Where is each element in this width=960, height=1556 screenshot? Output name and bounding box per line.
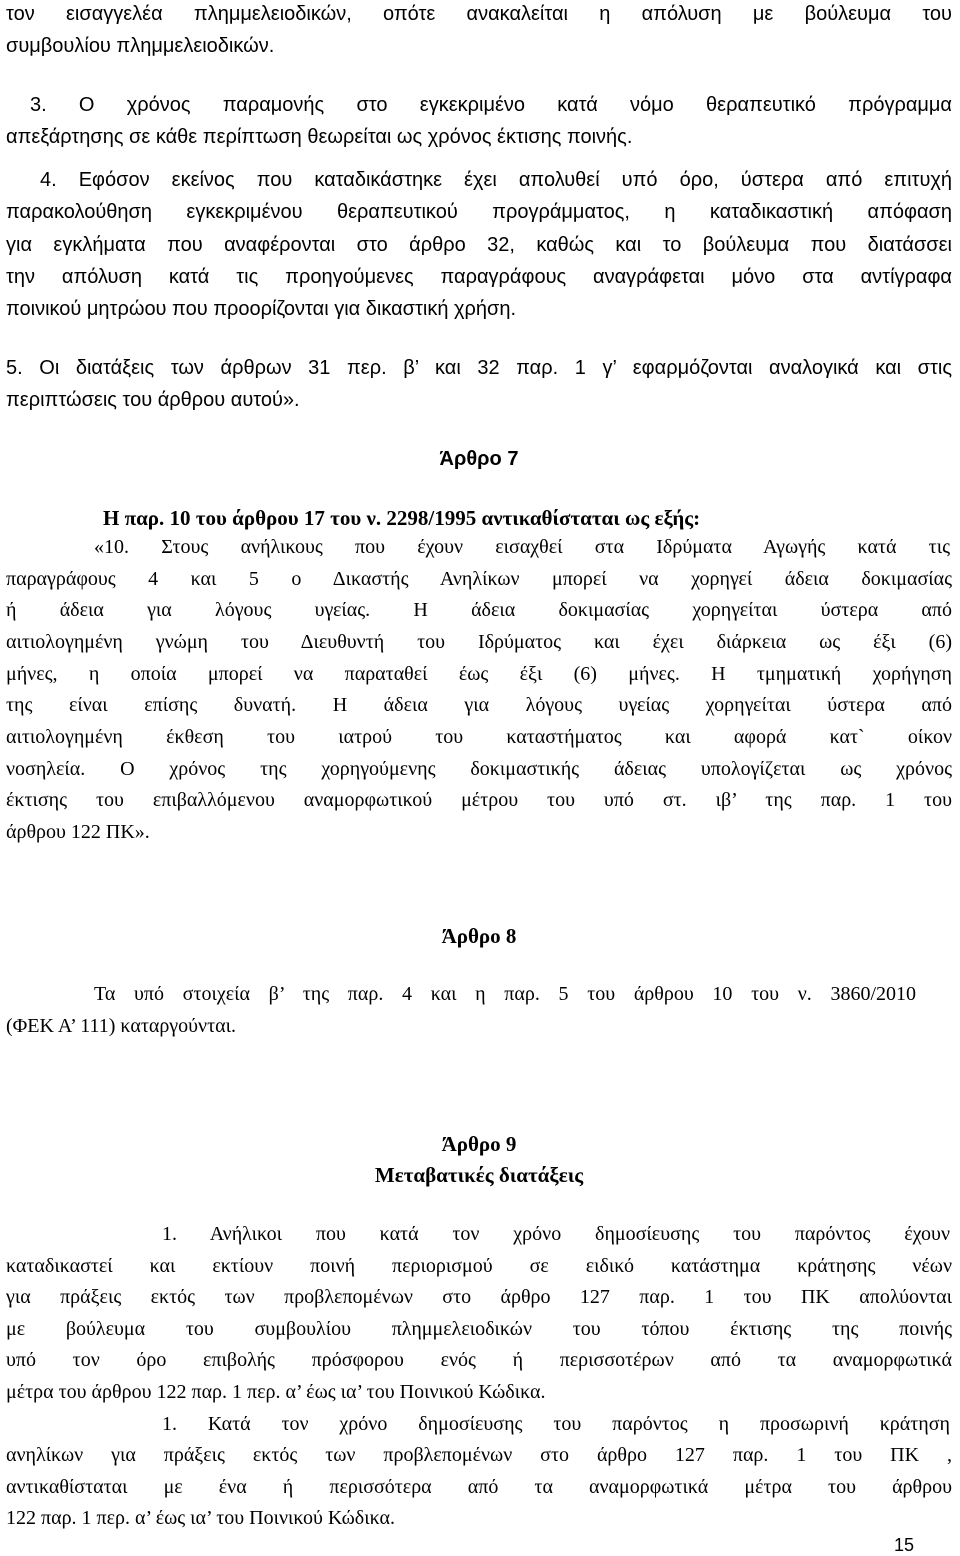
body-line: με βούλευμα του συμβουλίου πλημμελειοδικών του τόπου έκτισης της ποινής	[6, 1318, 952, 1340]
article-subheading: Μεταβατικές διατάξεις	[374, 1163, 584, 1187]
body-line: 4. Εφόσον εκείνος που καταδικάστηκε έχει απολυθεί υπό όρο, ύστερα από επιτυχή	[40, 169, 952, 191]
article-subheading: Η παρ. 10 του άρθρου 17 του ν. 2298/1995 αντικαθίσταται ως εξής:	[103, 506, 701, 530]
body-line: υπό τον όρο επιβολής πρόσφορου ενός ή περισσοτέρων από τα αναμορφωτικά	[6, 1349, 952, 1371]
body-line: τον εισαγγελέα πλημμελειοδικών, οπότε ανακαλείται η απόλυση με βούλευμα του	[6, 3, 952, 25]
body-line: παραγράφους 4 και 5 ο Δικαστής Ανηλίκων μπορεί να χορηγεί άδεια δοκιμασίας	[6, 568, 952, 590]
body-line: άρθρου 122 ΠΚ».	[6, 821, 150, 843]
body-line: αιτιολογημένη έκθεση του ιατρού του καταστήματος και αφορά κατ` οίκον	[6, 726, 952, 748]
body-line: μήνες, η οποία μπορεί να παραταθεί έως έξι (6) μήνες. Η τμηματική χορήγηση	[6, 663, 952, 685]
page-number: 15	[893, 1535, 914, 1555]
body-line: Τα υπό στοιχεία β’ της παρ. 4 και η παρ. 5 του άρθρου 10 του ν. 3860/2010	[94, 983, 916, 1005]
body-line: έκτισης του επιβαλλόμενου αναμορφωτικού μέτρου του υπό στ. ιβ’ της παρ. 1 του	[6, 789, 952, 811]
article-heading: Άρθρο 8	[441, 924, 517, 948]
body-line: «10. Στους ανήλικους που έχουν εισαχθεί στα Ιδρύματα Αγωγής κατά τις	[94, 536, 950, 558]
body-line: συμβουλίου πλημμελειοδικών.	[6, 35, 275, 57]
body-line: για πράξεις εκτός των προβλεπομένων στο άρθρο 127 παρ. 1 του ΠΚ απολύονται	[6, 1286, 952, 1308]
body-line: ανηλίκων για πράξεις εκτός των προβλεπομένων στο άρθρο 127 παρ. 1 του ΠΚ ,	[6, 1444, 952, 1466]
body-line: την απόλυση κατά τις προηγούμενες παραγράφους αναγράφεται μόνο στα αντίγραφα	[6, 266, 952, 288]
article-heading: Άρθρο 9	[441, 1132, 517, 1156]
body-line: 1. Κατά τον χρόνο δημοσίευσης του παρόντος η προσωρινή κράτηση	[162, 1413, 950, 1435]
body-line: καταδικαστεί και εκτίουν ποινή περιορισμού σε ειδικό κατάστημα κράτησης νέων	[6, 1255, 952, 1277]
body-line: περιπτώσεις του άρθρου αυτού».	[6, 389, 300, 411]
body-line: 1. Ανήλικοι που κατά τον χρόνο δημοσίευσης του παρόντος έχουν	[162, 1223, 950, 1245]
body-line: μέτρα του άρθρου 122 παρ. 1 περ. α’ έως ια’ του Ποινικού Κώδικα.	[6, 1381, 546, 1403]
article-heading: Άρθρο 7	[439, 448, 519, 470]
body-line: (ΦΕΚ Α’ 111) καταργούνται.	[6, 1015, 236, 1037]
body-line: απεξάρτησης σε κάθε περίπτωση θεωρείται ως χρόνος έκτισης ποινής.	[6, 126, 633, 148]
body-line: για εγκλήματα που αναφέρονται στο άρθρο 32, καθώς και το βούλευμα που διατάσσει	[6, 234, 952, 256]
body-line: παρακολούθηση εγκεκριμένου θεραπευτικού προγράμματος, η καταδικαστική απόφαση	[6, 201, 952, 223]
body-line: 3. Ο χρόνος παραμονής στο εγκεκριμένο κατά νόμο θεραπευτικό πρόγραμμα	[30, 94, 952, 116]
body-line: ή άδεια για λόγους υγείας. Η άδεια δοκιμασίας χορηγείται ύστερα από	[6, 599, 952, 621]
body-line: αιτιολογημένη γνώμη του Διευθυντή του Ιδρύματος και έχει διάρκεια ως έξι (6)	[6, 631, 952, 653]
body-line: ποινικού μητρώου που προορίζονται για δικαστική χρήση.	[6, 298, 517, 320]
body-line: αντικαθίσταται με ένα ή περισσότερα από τα αναμορφωτικά μέτρα του άρθρου	[6, 1476, 952, 1498]
body-line: νοσηλεία. Ο χρόνος της χορηγούμενης δοκιμαστικής άδειας υπολογίζεται ως χρόνος	[6, 758, 952, 780]
body-line: της είναι επίσης δυνατή. Η άδεια για λόγους υγείας χορηγείται ύστερα από	[6, 694, 952, 716]
body-line: 5. Οι διατάξεις των άρθρων 31 περ. β’ και 32 παρ. 1 γ’ εφαρμόζονται αναλογικά και στις	[6, 357, 952, 379]
body-line: 122 παρ. 1 περ. α’ έως ια’ του Ποινικού Κώδικα.	[6, 1507, 395, 1529]
